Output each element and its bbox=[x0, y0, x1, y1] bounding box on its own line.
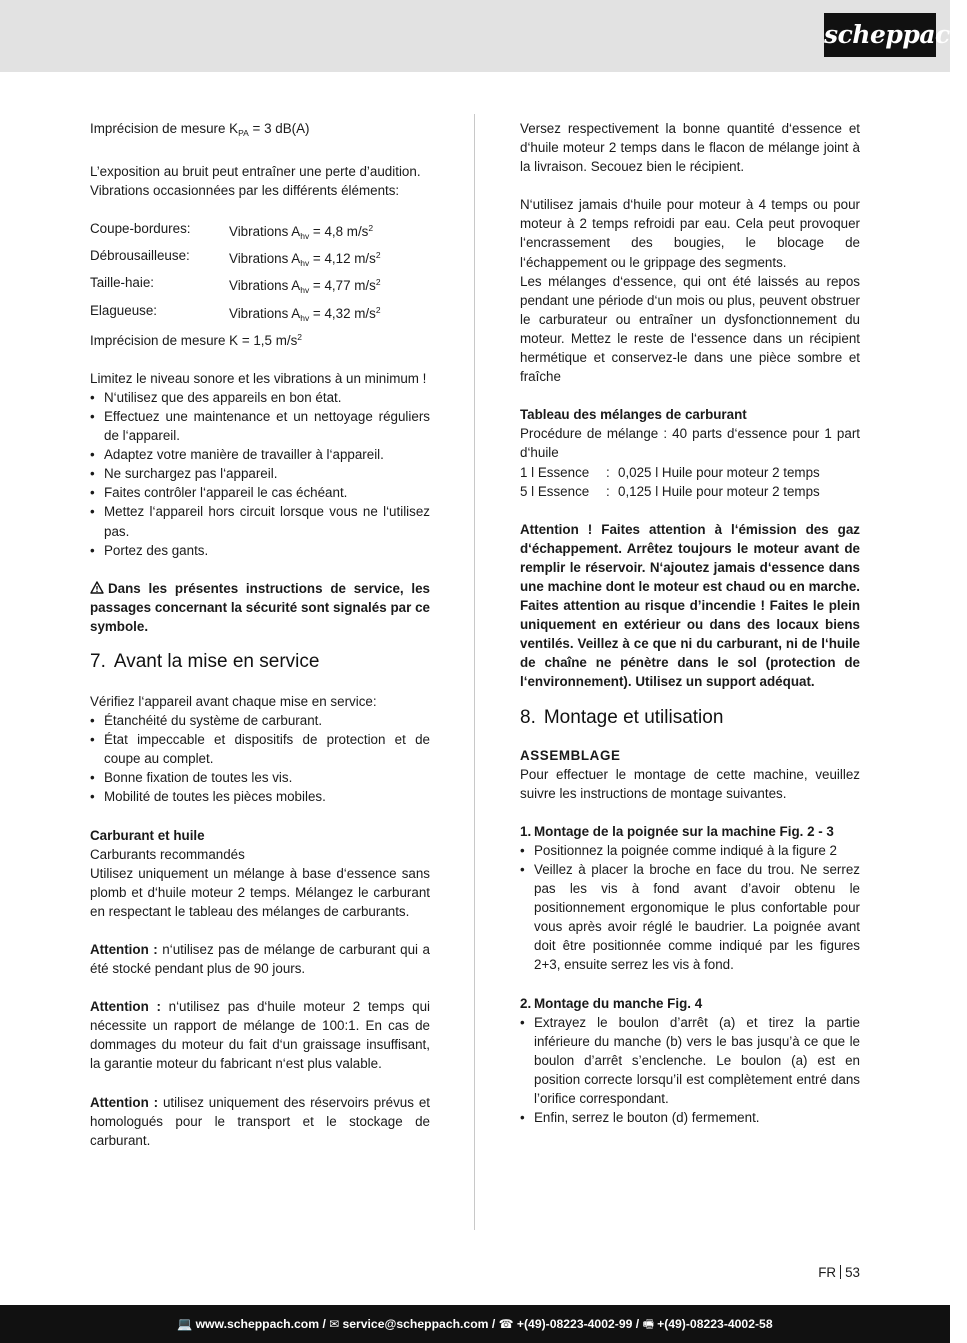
vibration-intro: Vibrations occasionnées par les différents éléments: bbox=[90, 183, 400, 199]
phone-icon: ☎ bbox=[498, 1317, 514, 1331]
vibration-row: Coupe-bordures: Vibrations $A_{hv} = 4,8$ $m/s^2$ bbox=[90, 221, 374, 242]
mix-row: 5 l Essence : 0,125 l Huile pour moteur 2 temps bbox=[520, 483, 820, 499]
vibration-uncertainty: Imprécision de mesure K = 1,5 $m/s^2$ bbox=[90, 331, 303, 348]
header-bar bbox=[0, 0, 967, 72]
assembly-intro: Pour effectuer le montage de cette machine, veuillez suivre les instructions de montage suivantes. bbox=[520, 766, 860, 801]
left-column bbox=[90, 119, 430, 1150]
oil-warning: N‘utilisez jamais d‘huile pour moteur à 4 temps ou pour moteur à 2 temps refroidi par eau. Cela peut provoquer l‘encrassement des bougies, le blocage de l‘échappement ou le grippage des segments. bbox=[520, 197, 860, 270]
list-item: • Étanchéité du système de carburant. bbox=[90, 711, 430, 730]
list-item: • Extrayez le boulon d’arrêt (a) et tirez la partie inférieure du manche (b) vers le bas jusqu’à ce que le boulon d’arrêt s’enclenche. Le boulon (a) est en position correcte lorsqu’il est complètement entré dans l’orifice correspondant. bbox=[520, 1013, 860, 1108]
footer-website[interactable]: www.scheppach.com bbox=[195, 1317, 320, 1331]
computer-icon: 💻 bbox=[177, 1317, 193, 1331]
footer-fax: +(49)-08223-4002-58 bbox=[657, 1317, 773, 1331]
pour-text: Versez respectivement la bonne quantité d‘essence et d‘huile moteur 2 temps dans le flacon de mélange joint à la livraison. Secouez bien le récipient. bbox=[520, 121, 860, 175]
fax-icon: 🖷 bbox=[642, 1317, 655, 1331]
fuel-text: Utilisez uniquement un mélange à base d‘essence sans plomb et d‘huile moteur 2 temps. Mélangez le carburant en respectant le tableau des mélanges de carburants. bbox=[90, 865, 430, 919]
page-number: FR 53 bbox=[818, 1265, 860, 1280]
noise-warning: L’exposition au bruit peut entraîner une perte d’audition. bbox=[90, 164, 421, 180]
step-1-list bbox=[520, 841, 860, 975]
mix-table-heading: Tableau des mélanges de carburant bbox=[520, 407, 747, 423]
check-list bbox=[90, 711, 430, 806]
kpa-line: Imprécision de mesure $K_{PA} = 3$ dB(A) bbox=[90, 121, 310, 138]
fuel-subheading: Carburants recommandés bbox=[90, 846, 245, 862]
list-item: • N‘utilisez que des appareils en bon état. bbox=[90, 388, 430, 407]
attention-3: Attention : utilisez uniquement des réservoirs prévus et homologués pour le transport et le stockage de carburant. bbox=[90, 1094, 430, 1148]
step-2-list bbox=[520, 1013, 860, 1128]
list-item: • Mettez l‘appareil hors circuit lorsque vous ne l‘utilisez pas. bbox=[90, 502, 430, 540]
list-item: • Portez des gants. bbox=[90, 541, 430, 560]
mix-row: 1 l Essence : 0,025 l Huile pour moteur 2 temps bbox=[520, 464, 820, 480]
section-8-title: 8. Montage et utilisation bbox=[520, 706, 724, 728]
footer-email[interactable]: service@scheppach.com bbox=[342, 1317, 489, 1331]
section-7-title: 7. Avant la mise en service bbox=[90, 650, 320, 672]
limit-list bbox=[90, 388, 430, 560]
list-item: • Veillez à placer la broche en face du trou. Ne serrez pas les vis à fond avant d’avoir obtenu le positionnement ergonomique le plus confortable pour vous après avoir réglé le baudrier. La poignée avant doit être positionnée comme indiqué par les figures 2+3, ensuite serrez les vis à fond. bbox=[520, 860, 860, 975]
list-item: • Mobilité de toutes les pièces mobiles. bbox=[90, 787, 430, 806]
warning-triangle-icon bbox=[90, 581, 104, 594]
fuel-heading: Carburant et huile bbox=[90, 827, 205, 843]
attention-1: Attention : n‘utilisez pas de mélange de carburant qui a été stocké pendant plus de 90 jours. bbox=[90, 942, 430, 977]
list-item: • Effectuez une maintenance et un nettoyage réguliers de l‘appareil. bbox=[90, 407, 430, 445]
fuel-safety-warning: Attention ! Faites attention à l‘émission des gaz d‘échappement. Arrêtez toujours le moteur avant de remplir le réservoir. N‘ajoutez jamais d‘essence dans une machine dont le moteur est chaud ou en marche. Faites attention au risque d’incendie ! Faites le plein uniquement en extérieur ou dans des locaux biens ventilés. Veillez à ce que ni du carburant, ni de l‘huile de chaîne ne pénètre dans le sol (protection de l‘environnement). Utilisez un support adéquat. bbox=[520, 521, 860, 690]
list-item: • Ne surchargez pas l‘appareil. bbox=[90, 464, 430, 483]
check-intro: Vérifiez l‘appareil avant chaque mise en service: bbox=[90, 693, 377, 709]
mail-icon: ✉ bbox=[329, 1317, 340, 1331]
safety-note: Dans les présentes instructions de service, les passages concernant la sécurité sont signalés par ce symbole. bbox=[90, 580, 430, 634]
assembly-heading: ASSEMBLAGE bbox=[520, 747, 621, 763]
list-item: • État impeccable et dispositifs de protection et de coupe au complet. bbox=[90, 730, 430, 768]
list-item: • Bonne fixation de toutes les vis. bbox=[90, 768, 430, 787]
vibration-row: Débrousailleuse: Vibrations $A_{hv} = 4,12$ $m/s^2$ bbox=[90, 248, 381, 269]
list-item: • Adaptez votre manière de travailler à l‘appareil. bbox=[90, 445, 430, 464]
footer-bar: 💻 www.scheppach.com / ✉ service@scheppach.com / ☎ +(49)-08223-4002-99 / 🖷 +(49)-08223-4002-58 bbox=[0, 1305, 950, 1343]
column-divider bbox=[474, 114, 475, 1230]
right-column bbox=[520, 119, 860, 1127]
storage-text: Les mélanges d‘essence, qui ont été laissés au repos pendant une période d‘un mois ou plus, peuvent obstruer le carburateur ou entraîner un dysfonctionnement du moteur. Mettez le reste de l‘essence dans un récipient hermétique et conservez-le dans une pièce sombre et fraîche bbox=[520, 273, 860, 385]
list-item: • Faites contrôler l‘appareil le cas échéant. bbox=[90, 483, 430, 502]
attention-2: Attention : n‘utilisez pas d‘huile moteur 2 temps qui nécessite un rapport de mélange de 100:1. En cas de dommages du moteur du fait d‘un graissage insuffisant, la garantie moteur du fabricant n‘est plus valable. bbox=[90, 999, 430, 1072]
step-1-title: 1. Montage de la poignée sur la machine Fig. 2 - 3 bbox=[520, 823, 834, 839]
scheppach-logo: scheppach bbox=[824, 13, 936, 57]
vibration-row: Taille-haie: Vibrations $A_{hv} = 4,77$ $m/s^2$ bbox=[90, 275, 381, 296]
step-2-title: 2. Montage du manche Fig. 4 bbox=[520, 995, 703, 1011]
mix-intro: Procédure de mélange : 40 parts d‘essence pour 1 part d‘huile bbox=[520, 426, 860, 461]
list-item: • Enfin, serrez le bouton (d) fermement. bbox=[520, 1108, 860, 1127]
vibration-row: Elagueuse: Vibrations $A_{hv} = 4,32$ $m/s^2$ bbox=[90, 302, 381, 323]
limit-intro: Limitez le niveau sonore et les vibrations à un minimum ! bbox=[90, 370, 427, 386]
list-item: • Positionnez la poignée comme indiqué à la figure 2 bbox=[520, 841, 860, 860]
footer-phone: +(49)-08223-4002-99 bbox=[516, 1317, 633, 1331]
